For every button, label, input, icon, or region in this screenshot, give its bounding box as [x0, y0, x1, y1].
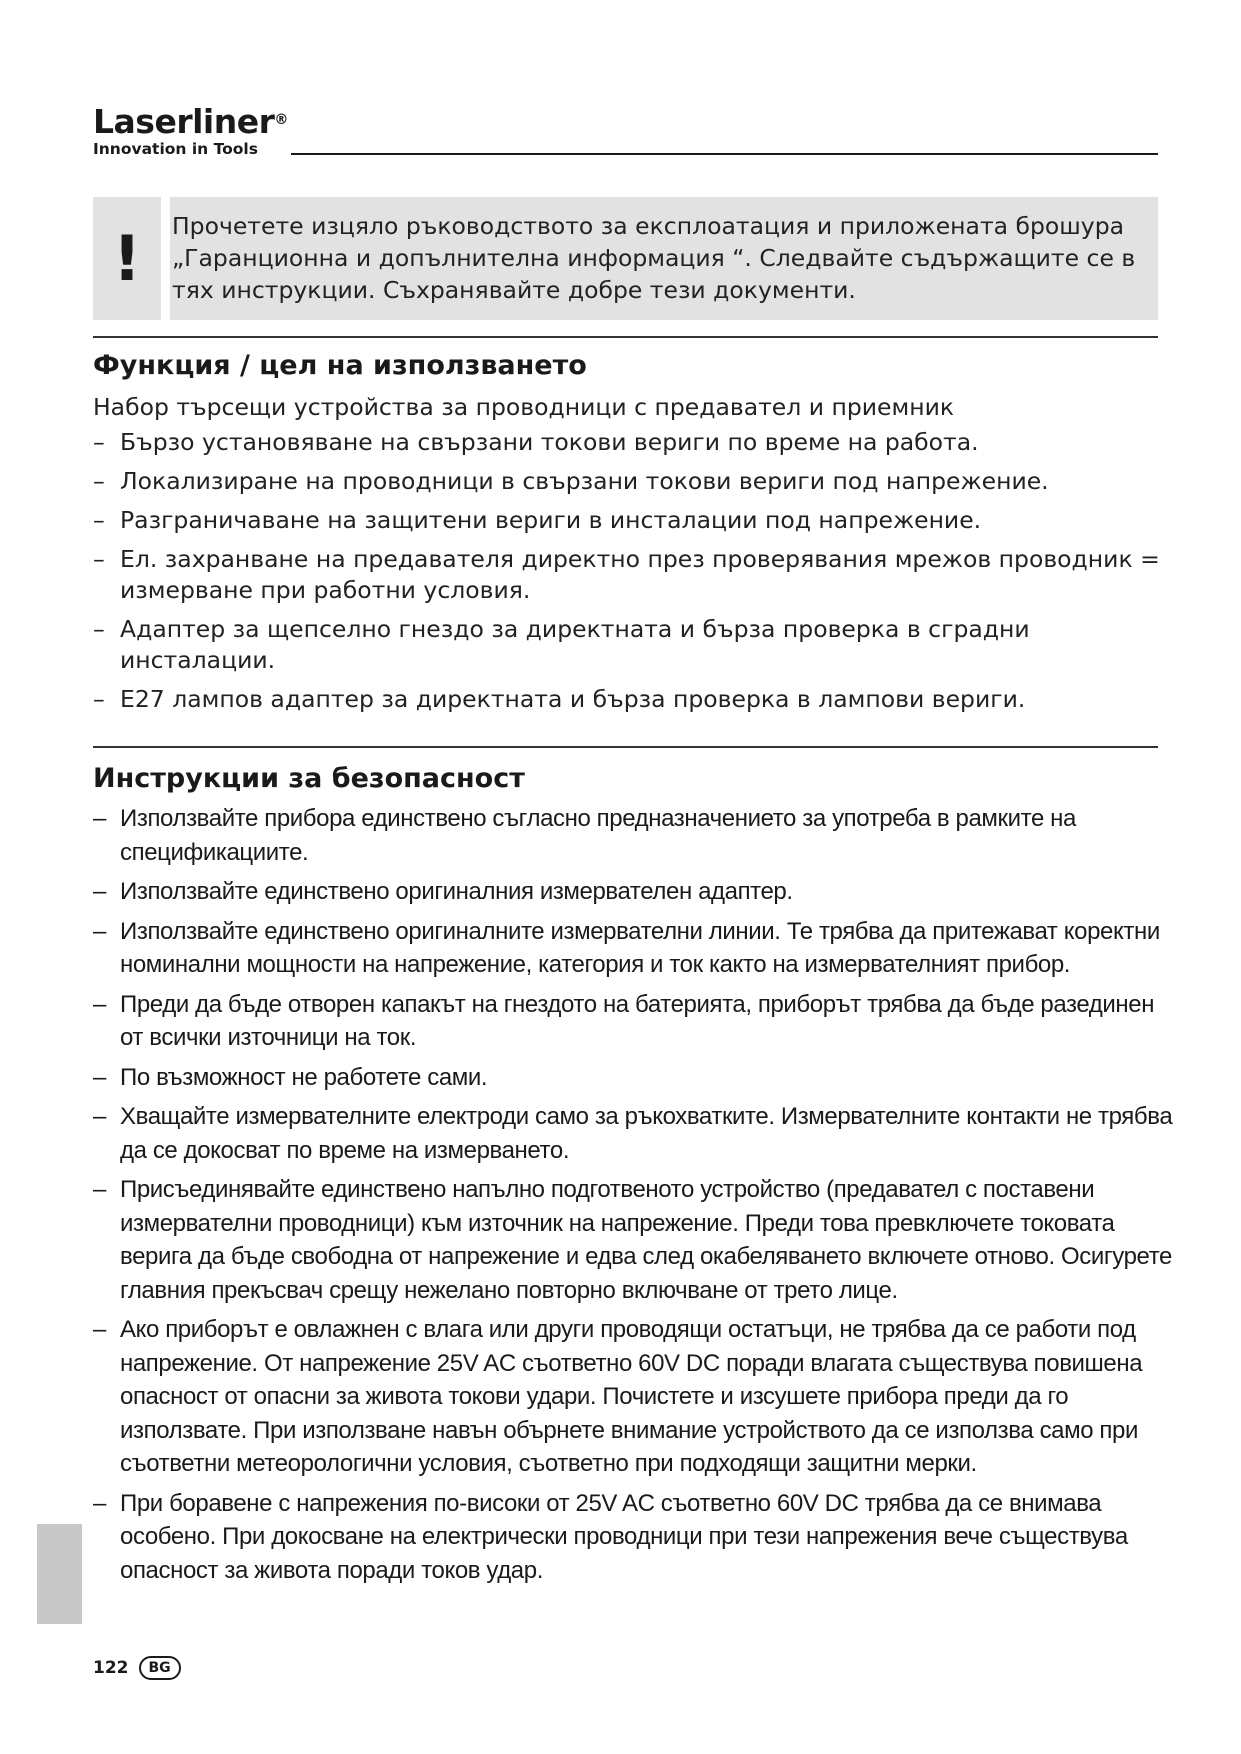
list-item: – Локализиране на проводници в свързани токови вериги под напрежение.	[93, 466, 1163, 497]
notice-text: Прочетете изцяло ръководството за експлоатация и приложената брошура „Гаранционна и допълнителна информация “. Следвайте съдържащите се в тях инструкции. Съхранявайте добре тези документи.	[172, 212, 1136, 304]
notice-box	[93, 197, 1158, 320]
list-item: – Използвайте единствено оригиналните измервателни линии. Те трябва да притежават коректни номинални мощности на напрежение, категория и ток както на измервателният прибор.	[93, 915, 1173, 982]
header-rule	[291, 153, 1158, 155]
list-item: – E27 лампов адаптер за директната и бърза проверка в лампови вериги.	[93, 684, 1163, 715]
list-item: – Адаптер за щепселно гнездо за директната и бърза проверка в сградни инсталации.	[93, 614, 1163, 676]
section-rule	[93, 746, 1158, 748]
brand-name: Laserliner®	[93, 102, 288, 141]
list-item: – Хващайте измервателните електроди само за ръкохватките. Измервателните контакти не трябва да се докосват по време на измерването.	[93, 1100, 1173, 1167]
page-number: 122	[93, 1658, 129, 1678]
side-tab-marker	[37, 1524, 82, 1624]
registered-mark: ®	[274, 112, 288, 128]
function-intro: Набор търсещи устройства за проводници с предавател и приемник	[93, 393, 955, 421]
notice-divider	[161, 197, 170, 320]
safety-list	[93, 802, 1173, 1593]
language-badge: BG	[139, 1656, 181, 1680]
list-item: – Използвайте прибора единствено съгласно предназначението за употреба в рамките на спецификациите.	[93, 802, 1173, 869]
section-rule	[93, 336, 1158, 338]
safety-section-title: Инструкции за безопасност	[93, 763, 525, 794]
function-list	[93, 427, 1163, 723]
list-item: – Разграничаване на защитени вериги в инсталации под напрежение.	[93, 505, 1163, 536]
function-section-title: Функция / цел на използването	[93, 350, 587, 381]
exclamation-icon: !	[112, 222, 142, 295]
list-item: – Ако приборът е овлажнен с влага или други проводящи остатъци, не трябва да се работи под напрежение. От напрежение 25V AC съответно 60V DC поради влагата съществува повишена опасност от опасни за живота токови удари. Почистете и изсушете прибора преди да го използвате. При използване навън обърнете внимание устройството да се използва само при съответни метеорологични условия, съответно при подходящи защитни мерки.	[93, 1313, 1173, 1481]
brand-tagline: Innovation in Tools	[93, 140, 258, 158]
list-item: – Ел. захранване на предавателя директно през проверявания мрежов проводник = измерване при работни условия.	[93, 544, 1163, 606]
page-footer	[93, 1656, 181, 1680]
list-item: – Преди да бъде отворен капакът на гнездото на батерията, приборът трябва да бъде разединен от всички източници на ток.	[93, 988, 1173, 1055]
list-item: – Използвайте единствено оригиналния измервателен адаптер.	[93, 875, 1173, 909]
list-item: – Присъединявайте единствено напълно подготвеното устройство (предавател с поставени измервателни проводници) към източник на напрежение. Преди това превключете токовата верига да бъде свободна от напрежение и едва след окабеляването включете отново. Осигурете главния прекъсвач срещу нежелано повторно включване от трето лице.	[93, 1173, 1173, 1307]
brand-logo	[93, 104, 288, 158]
list-item: – По възможност не работете сами.	[93, 1061, 1173, 1095]
list-item: – При боравене с напрежения по-високи от 25V AC съответно 60V DC трябва да се внимава особено. При докосване на електрически проводници при тези напрежения вече съществува опасност за живота поради токов удар.	[93, 1487, 1173, 1588]
list-item: – Бързо установяване на свързани токови вериги по време на работа.	[93, 427, 1163, 458]
